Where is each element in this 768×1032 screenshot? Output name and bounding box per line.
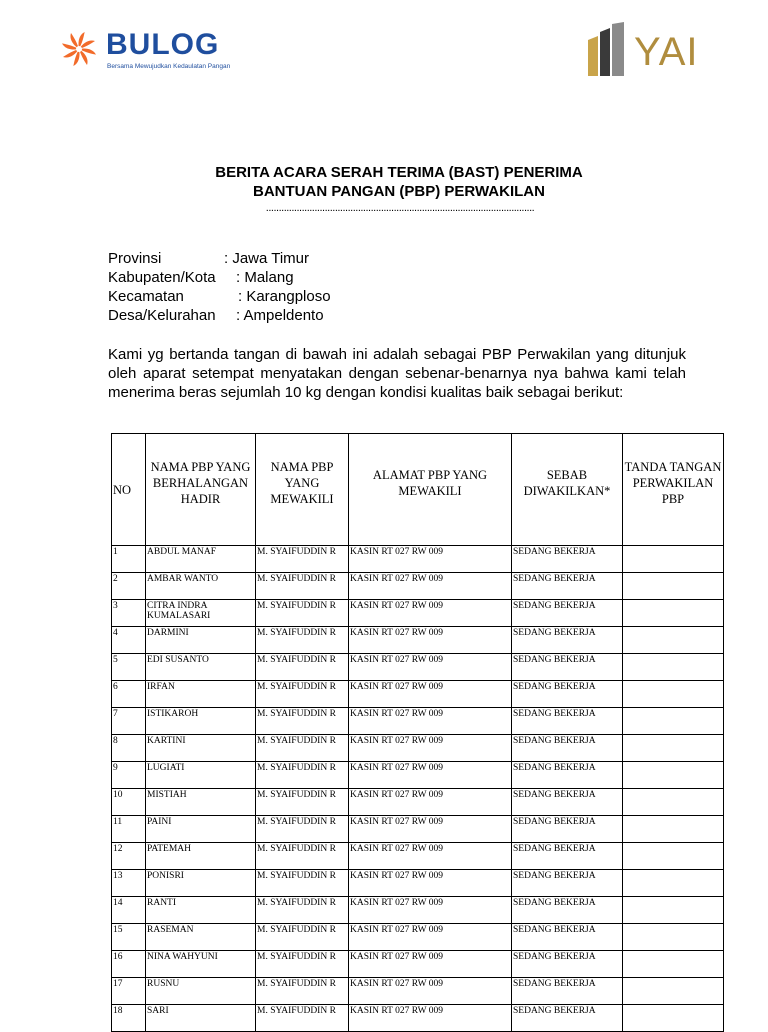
- row-tanda-tangan: [623, 1005, 724, 1032]
- row-sebab: SEDANG BEKERJA: [512, 789, 623, 816]
- row-nama-mewakili: M. SYAIFUDDIN R: [256, 654, 349, 681]
- row-tanda-tangan: [623, 681, 724, 708]
- row-sebab: SEDANG BEKERJA: [512, 573, 623, 600]
- table-row: [112, 897, 724, 924]
- row-sebab: SEDANG BEKERJA: [512, 1005, 623, 1032]
- row-no: 9: [112, 762, 146, 789]
- kecamatan-label: Kecamatan: [108, 288, 184, 305]
- row-sebab: SEDANG BEKERJA: [512, 654, 623, 681]
- table-row: [112, 816, 724, 843]
- table-row: [112, 789, 724, 816]
- row-tanda-tangan: [623, 789, 724, 816]
- row-nama-berhalangan: PAINI: [146, 816, 256, 843]
- title-dotted-line: .........................................................................................................: [265, 202, 535, 214]
- row-nama-berhalangan: ABDUL MANAF: [146, 546, 256, 573]
- row-no: 11: [112, 816, 146, 843]
- row-no: 5: [112, 654, 146, 681]
- provinsi-value: : Jawa Timur: [224, 250, 310, 267]
- pbp-table: [111, 433, 724, 1032]
- row-alamat: KASIN RT 027 RW 009: [349, 762, 512, 789]
- desa-value: : Ampeldento: [236, 307, 324, 324]
- provinsi-label: Provinsi: [108, 250, 162, 267]
- row-nama-berhalangan: NINA WAHYUNI: [146, 951, 256, 978]
- row-alamat: KASIN RT 027 RW 009: [349, 843, 512, 870]
- row-alamat: KASIN RT 027 RW 009: [349, 573, 512, 600]
- row-nama-berhalangan: MISTIAH: [146, 789, 256, 816]
- row-nama-berhalangan: PATEMAH: [146, 843, 256, 870]
- row-alamat: KASIN RT 027 RW 009: [349, 1005, 512, 1032]
- row-tanda-tangan: [623, 843, 724, 870]
- row-no: 18: [112, 1005, 146, 1032]
- row-alamat: KASIN RT 027 RW 009: [349, 897, 512, 924]
- row-tanda-tangan: [623, 762, 724, 789]
- desa-label: Desa/Kelurahan: [108, 307, 216, 324]
- row-tanda-tangan: [623, 573, 724, 600]
- row-nama-mewakili: M. SYAIFUDDIN R: [256, 951, 349, 978]
- row-sebab: SEDANG BEKERJA: [512, 897, 623, 924]
- row-nama-berhalangan: RANTI: [146, 897, 256, 924]
- row-nama-mewakili: M. SYAIFUDDIN R: [256, 1005, 349, 1032]
- row-no: 6: [112, 681, 146, 708]
- row-nama-mewakili: M. SYAIFUDDIN R: [256, 816, 349, 843]
- row-alamat: KASIN RT 027 RW 009: [349, 978, 512, 1005]
- header-tanda-tangan: TANDA TANGAN PERWAKILAN PBP: [623, 434, 724, 546]
- row-nama-mewakili: M. SYAIFUDDIN R: [256, 681, 349, 708]
- table-row: [112, 681, 724, 708]
- table-row: [112, 1005, 724, 1032]
- bulog-logo: [54, 22, 254, 74]
- row-no: 8: [112, 735, 146, 762]
- row-nama-berhalangan: IRFAN: [146, 681, 256, 708]
- row-no: 7: [112, 708, 146, 735]
- bulog-pinwheel-icon: [54, 24, 104, 74]
- info-desa: [108, 307, 324, 324]
- table-row: [112, 600, 724, 627]
- row-no: 13: [112, 870, 146, 897]
- row-tanda-tangan: [623, 600, 724, 627]
- row-tanda-tangan: [623, 870, 724, 897]
- row-sebab: SEDANG BEKERJA: [512, 978, 623, 1005]
- row-sebab: SEDANG BEKERJA: [512, 762, 623, 789]
- row-nama-mewakili: M. SYAIFUDDIN R: [256, 708, 349, 735]
- row-nama-mewakili: M. SYAIFUDDIN R: [256, 735, 349, 762]
- row-sebab: SEDANG BEKERJA: [512, 843, 623, 870]
- yai-logo: [586, 22, 716, 80]
- row-nama-berhalangan: RASEMAN: [146, 924, 256, 951]
- row-alamat: KASIN RT 027 RW 009: [349, 816, 512, 843]
- row-alamat: KASIN RT 027 RW 009: [349, 870, 512, 897]
- row-sebab: SEDANG BEKERJA: [512, 600, 623, 627]
- yai-wordmark: YAI: [634, 30, 699, 74]
- row-nama-mewakili: M. SYAIFUDDIN R: [256, 897, 349, 924]
- table-row: [112, 735, 724, 762]
- row-nama-berhalangan: EDI SUSANTO: [146, 654, 256, 681]
- row-alamat: KASIN RT 027 RW 009: [349, 627, 512, 654]
- row-no: 16: [112, 951, 146, 978]
- info-kabupaten: [108, 269, 294, 286]
- statement-paragraph: Kami yg bertanda tangan di bawah ini adalah sebagai PBP Perwakilan yang ditunjuk oleh aparat setempat menyatakan dengan sebenar-benarnya nya bahwa kami telah menerima beras sejumlah 10 kg dengan kondisi kualitas baik sebagai berikut:: [108, 346, 686, 401]
- row-nama-mewakili: M. SYAIFUDDIN R: [256, 924, 349, 951]
- row-sebab: SEDANG BEKERJA: [512, 951, 623, 978]
- row-no: 12: [112, 843, 146, 870]
- table-row: [112, 843, 724, 870]
- row-no: 15: [112, 924, 146, 951]
- row-tanda-tangan: [623, 816, 724, 843]
- row-tanda-tangan: [623, 708, 724, 735]
- table-body: [112, 546, 724, 1032]
- row-no: 1: [112, 546, 146, 573]
- row-sebab: SEDANG BEKERJA: [512, 924, 623, 951]
- kabupaten-value: : Malang: [236, 269, 294, 286]
- row-nama-berhalangan: SARI: [146, 1005, 256, 1032]
- row-nama-berhalangan: ISTIKAROH: [146, 708, 256, 735]
- table-row: [112, 870, 724, 897]
- document-title-line-2: BANTUAN PANGAN (PBP) PERWAKILAN: [253, 183, 545, 200]
- row-nama-berhalangan: KARTINI: [146, 735, 256, 762]
- row-tanda-tangan: [623, 654, 724, 681]
- row-no: 17: [112, 978, 146, 1005]
- row-sebab: SEDANG BEKERJA: [512, 816, 623, 843]
- row-alamat: KASIN RT 027 RW 009: [349, 789, 512, 816]
- row-nama-mewakili: M. SYAIFUDDIN R: [256, 546, 349, 573]
- row-alamat: KASIN RT 027 RW 009: [349, 600, 512, 627]
- table-row: [112, 708, 724, 735]
- info-provinsi: [108, 250, 309, 267]
- row-sebab: SEDANG BEKERJA: [512, 735, 623, 762]
- row-nama-berhalangan: LUGIATI: [146, 762, 256, 789]
- document-title-line-1: BERITA ACARA SERAH TERIMA (BAST) PENERIMA: [215, 164, 583, 181]
- row-alamat: KASIN RT 027 RW 009: [349, 924, 512, 951]
- row-nama-mewakili: M. SYAIFUDDIN R: [256, 762, 349, 789]
- header-sebab: SEBAB DIWAKILKAN*: [512, 434, 623, 546]
- row-sebab: SEDANG BEKERJA: [512, 627, 623, 654]
- table-header-row: [112, 434, 724, 546]
- kabupaten-label: Kabupaten/Kota: [108, 269, 216, 286]
- row-nama-berhalangan: RUSNU: [146, 978, 256, 1005]
- table-row: [112, 573, 724, 600]
- header-nama-berhalangan: NAMA PBP YANG BERHALANGAN HADIR: [146, 434, 256, 546]
- row-nama-mewakili: M. SYAIFUDDIN R: [256, 627, 349, 654]
- row-tanda-tangan: [623, 735, 724, 762]
- row-alamat: KASIN RT 027 RW 009: [349, 951, 512, 978]
- row-no: 3: [112, 600, 146, 627]
- row-tanda-tangan: [623, 897, 724, 924]
- row-nama-mewakili: M. SYAIFUDDIN R: [256, 978, 349, 1005]
- row-nama-mewakili: M. SYAIFUDDIN R: [256, 789, 349, 816]
- row-nama-berhalangan: DARMINI: [146, 627, 256, 654]
- table-row: [112, 978, 724, 1005]
- bulog-wordmark: BULOG: [106, 28, 220, 61]
- row-nama-mewakili: M. SYAIFUDDIN R: [256, 573, 349, 600]
- info-kecamatan: [108, 288, 331, 305]
- row-no: 10: [112, 789, 146, 816]
- row-nama-mewakili: M. SYAIFUDDIN R: [256, 600, 349, 627]
- header-no: NO: [112, 434, 146, 546]
- bulog-tagline: Bersama Mewujudkan Kedaulatan Pangan: [107, 63, 231, 70]
- row-nama-mewakili: M. SYAIFUDDIN R: [256, 870, 349, 897]
- row-alamat: KASIN RT 027 RW 009: [349, 654, 512, 681]
- row-nama-mewakili: M. SYAIFUDDIN R: [256, 843, 349, 870]
- row-alamat: KASIN RT 027 RW 009: [349, 681, 512, 708]
- row-sebab: SEDANG BEKERJA: [512, 708, 623, 735]
- row-sebab: SEDANG BEKERJA: [512, 681, 623, 708]
- table-row: [112, 627, 724, 654]
- row-alamat: KASIN RT 027 RW 009: [349, 708, 512, 735]
- table-row: [112, 924, 724, 951]
- header-alamat: ALAMAT PBP YANG MEWAKILI: [349, 434, 512, 546]
- row-nama-berhalangan: CITRA INDRA KUMALASARI: [146, 600, 256, 627]
- row-tanda-tangan: [623, 951, 724, 978]
- building-bars-icon: [586, 22, 630, 78]
- table-row: [112, 654, 724, 681]
- row-alamat: KASIN RT 027 RW 009: [349, 546, 512, 573]
- row-nama-berhalangan: AMBAR WANTO: [146, 573, 256, 600]
- row-tanda-tangan: [623, 627, 724, 654]
- row-alamat: KASIN RT 027 RW 009: [349, 735, 512, 762]
- kecamatan-value: : Karangploso: [238, 288, 331, 305]
- row-nama-berhalangan: PONISRI: [146, 870, 256, 897]
- table-row: [112, 762, 724, 789]
- row-tanda-tangan: [623, 978, 724, 1005]
- table-row: [112, 951, 724, 978]
- row-no: 2: [112, 573, 146, 600]
- row-tanda-tangan: [623, 546, 724, 573]
- header-nama-mewakili: NAMA PBP YANG MEWAKILI: [256, 434, 349, 546]
- row-sebab: SEDANG BEKERJA: [512, 546, 623, 573]
- row-sebab: SEDANG BEKERJA: [512, 870, 623, 897]
- row-no: 4: [112, 627, 146, 654]
- row-tanda-tangan: [623, 924, 724, 951]
- table-row: [112, 546, 724, 573]
- row-no: 14: [112, 897, 146, 924]
